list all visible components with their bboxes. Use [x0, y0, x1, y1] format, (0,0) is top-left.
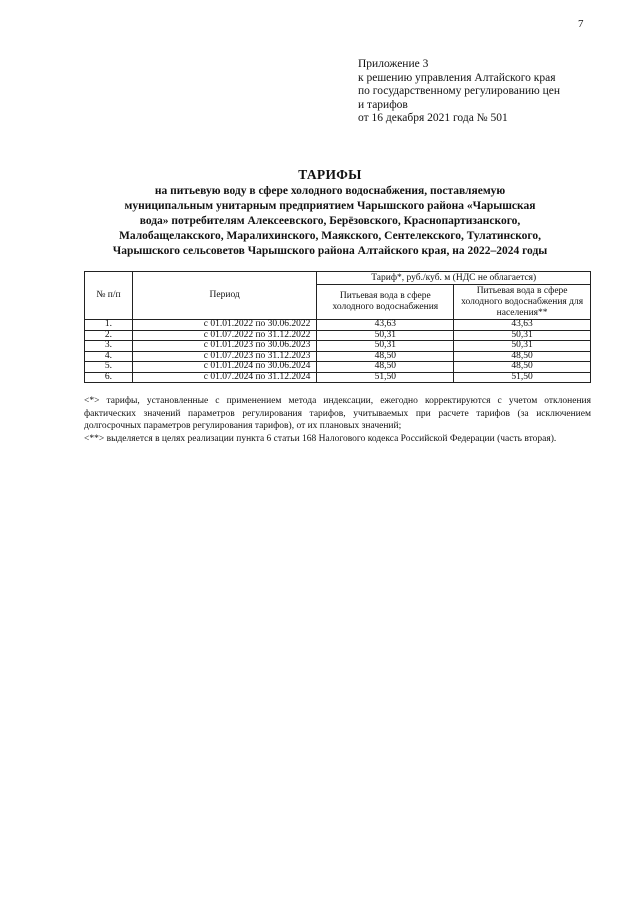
- cell-tariff2: 50,31: [454, 341, 591, 352]
- title-heading: ТАРИФЫ: [298, 167, 362, 182]
- title-line: Малобащелакского, Маралихинского, Маякского, Сентелекского, Тулатинского,: [119, 230, 541, 242]
- title-line: муниципальным унитарным предприятием Чарышского района «Чарышская: [124, 200, 536, 212]
- table-row: [85, 372, 591, 383]
- appendix-line: Приложение 3: [358, 58, 429, 70]
- cell-tariff1: 48,50: [317, 362, 454, 373]
- cell-num: 2.: [85, 330, 133, 341]
- cell-period: с 01.07.2023 по 31.12.2023: [132, 351, 317, 362]
- cell-period: с 01.01.2023 по 30.06.2023: [132, 341, 317, 352]
- cell-num: 1.: [85, 320, 133, 331]
- header-tariff-cold-water: Питьевая вода в сфере холодного водоснабжения: [317, 285, 454, 320]
- cell-period: с 01.07.2024 по 31.12.2024: [132, 372, 317, 383]
- title-line: Чарышского сельсоветов Чарышского района Алтайского края, на 2022–2024 годы: [112, 245, 548, 257]
- appendix-line: к решению управления Алтайского края: [358, 71, 556, 84]
- cell-num: 3.: [85, 341, 133, 352]
- table-row: [85, 341, 591, 352]
- cell-tariff2: 43,63: [454, 320, 591, 331]
- header-tariff-population: Питьевая вода в сфере холодного водоснабжения для населения**: [454, 285, 591, 320]
- appendix-line: по государственному регулированию цен: [358, 85, 561, 97]
- appendix-line: и тарифов: [358, 98, 408, 111]
- page-number: 7: [578, 18, 584, 30]
- cell-num: 5.: [85, 362, 133, 373]
- cell-num: 6.: [85, 372, 133, 383]
- document-title: [70, 166, 590, 259]
- cell-period: с 01.01.2024 по 30.06.2024: [132, 362, 317, 373]
- cell-tariff1: 50,31: [317, 330, 454, 341]
- cell-tariff2: 51,50: [454, 372, 591, 383]
- table-row: [85, 320, 591, 331]
- header-period: Период: [132, 272, 317, 320]
- footnote: <*> тарифы, установленные с применением метода индексации, ежегодно корректируются с учетом отклонения фактических значений параметров регулирования тарифов, учитываемых при расчете тарифов (за исключением долгосрочных параметров регулирования тарифов), от их плановых значений;: [84, 396, 591, 431]
- cell-tariff1: 51,50: [317, 372, 454, 383]
- appendix-reference: [358, 58, 618, 126]
- header-tariff-group: Тариф*, руб./куб. м (НДС не облагается): [317, 272, 591, 285]
- tariff-table: [84, 271, 591, 383]
- footnotes: [84, 395, 591, 445]
- cell-tariff2: 50,31: [454, 330, 591, 341]
- cell-tariff1: 48,50: [317, 351, 454, 362]
- cell-tariff2: 48,50: [454, 351, 591, 362]
- cell-num: 4.: [85, 351, 133, 362]
- header-num: № п/п: [85, 272, 133, 320]
- cell-period: с 01.01.2022 по 30.06.2022: [132, 320, 317, 331]
- cell-tariff2: 48,50: [454, 362, 591, 373]
- table-row: [85, 330, 591, 341]
- table-row: [85, 362, 591, 373]
- cell-period: с 01.07.2022 по 31.12.2022: [132, 330, 317, 341]
- cell-tariff1: 50,31: [317, 341, 454, 352]
- title-line: вода» потребителям Алексеевского, Берёзовского, Краснопартизанского,: [139, 215, 521, 227]
- table-row: [85, 351, 591, 362]
- footnote: <**> выделяется в целях реализации пункта 6 статьи 168 Налогового кодекса Российской Федерации (часть вторая).: [84, 433, 557, 444]
- title-line: на питьевую воду в сфере холодного водоснабжения, поставляемую: [154, 185, 506, 197]
- appendix-line: от 16 декабря 2021 года № 501: [358, 112, 508, 124]
- cell-tariff1: 43,63: [317, 320, 454, 331]
